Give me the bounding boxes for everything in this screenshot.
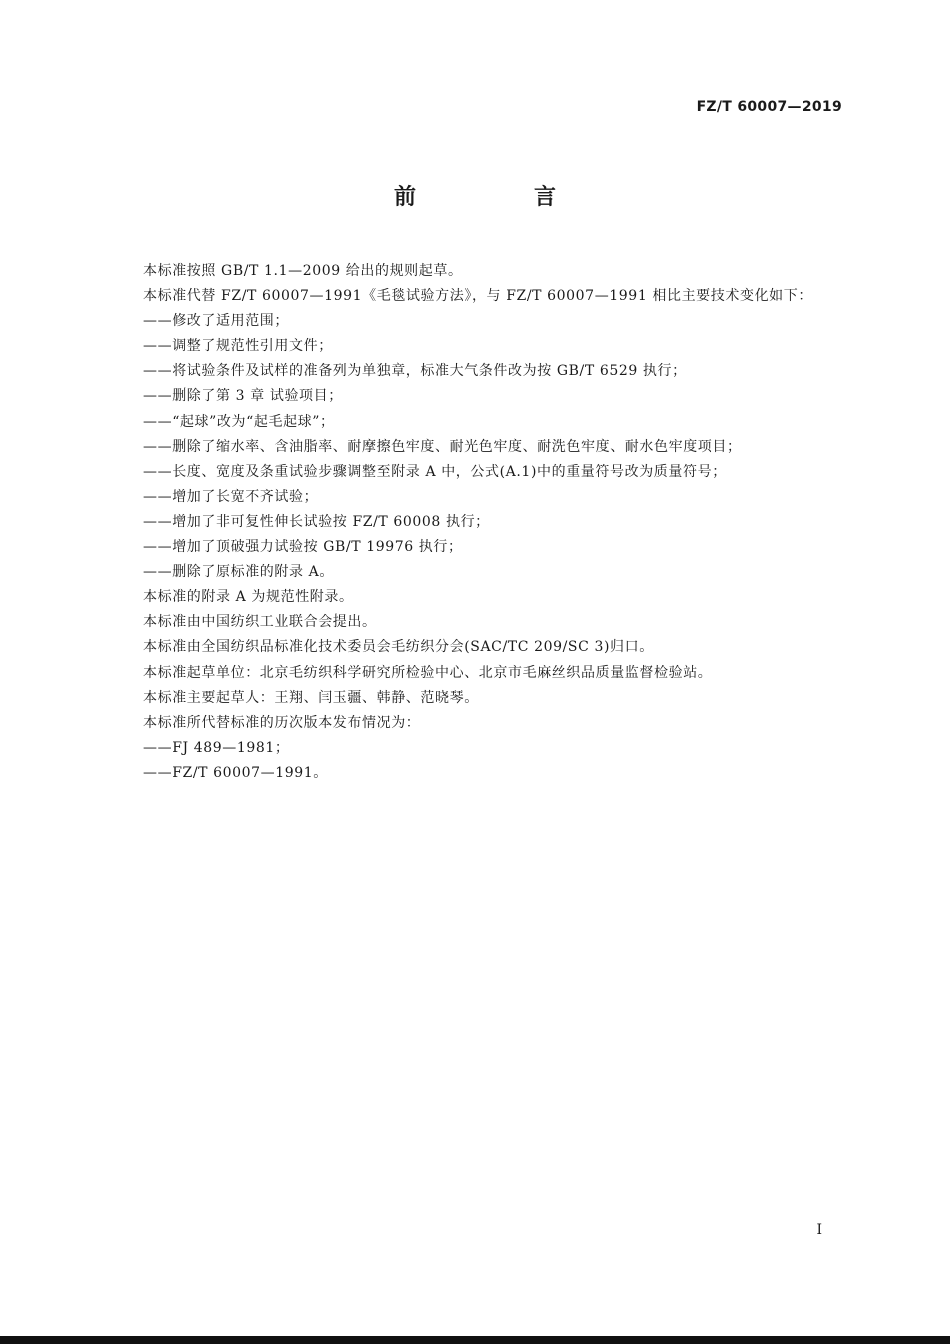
- standard-code: FZ/T 60007—2019: [696, 99, 842, 115]
- list-item: ——删除了缩水率、含油脂率、耐摩擦色牢度、耐光色牢度、耐洗色牢度、耐水色牢度项目；: [143, 438, 742, 455]
- list-item: ——增加了非可复性伸长试验按 FZ/T 60008 执行；: [143, 513, 490, 530]
- list-item: ——修改了适用范围；: [143, 313, 289, 330]
- page-number: I: [816, 1222, 822, 1238]
- list-item: ——调整了规范性引用文件；: [143, 338, 333, 355]
- list-item: ——长度、宽度及条重试验步骤调整至附录 A 中，公式(A.1)中的重量符号改为质量符号；: [143, 463, 727, 480]
- foreword-body: [143, 259, 863, 786]
- paragraph: 本标准代替 FZ/T 60007—1991《毛毯试验方法》，与 FZ/T 60007—1991 相比主要技术变化如下：: [143, 288, 813, 305]
- page-title: 前 言: [393, 185, 604, 210]
- paragraph: 本标准的附录 A 为规范性附录。: [143, 589, 354, 606]
- paragraph: 本标准所代替标准的历次版本发布情况为：: [143, 714, 421, 731]
- paragraph: 本标准起草单位：北京毛纺织科学研究所检验中心、北京市毛麻丝织品质量监督检验站。: [143, 664, 713, 681]
- paragraph: 本标准由中国纺织工业联合会提出。: [143, 614, 377, 631]
- list-item: ——FJ 489—1981；: [143, 739, 290, 756]
- list-item: ——FZ/T 60007—1991。: [143, 764, 328, 781]
- list-item: ——删除了原标准的附录 A。: [143, 564, 334, 581]
- paragraph: 本标准按照 GB/T 1.1—2009 给出的规则起草。: [143, 263, 463, 279]
- list-item: ——将试验条件及试样的准备列为单独章，标准大气条件改为按 GB/T 6529 执行；: [143, 363, 687, 380]
- list-item: ——增加了长宽不齐试验；: [143, 488, 319, 505]
- paragraph: 本标准主要起草人：王翔、闫玉疆、韩静、范晓琴。: [143, 689, 479, 706]
- page-bottom-border: [0, 1336, 950, 1344]
- list-item: ——删除了第 3 章 试验项目；: [143, 388, 343, 405]
- list-item: ——增加了顶破强力试验按 GB/T 19976 执行；: [143, 539, 463, 556]
- paragraph: 本标准由全国纺织品标准化技术委员会毛纺织分会(SAC/TC 209/SC 3)归口。: [143, 639, 654, 656]
- list-item: ——“起球”改为“起毛起球”；: [143, 413, 335, 430]
